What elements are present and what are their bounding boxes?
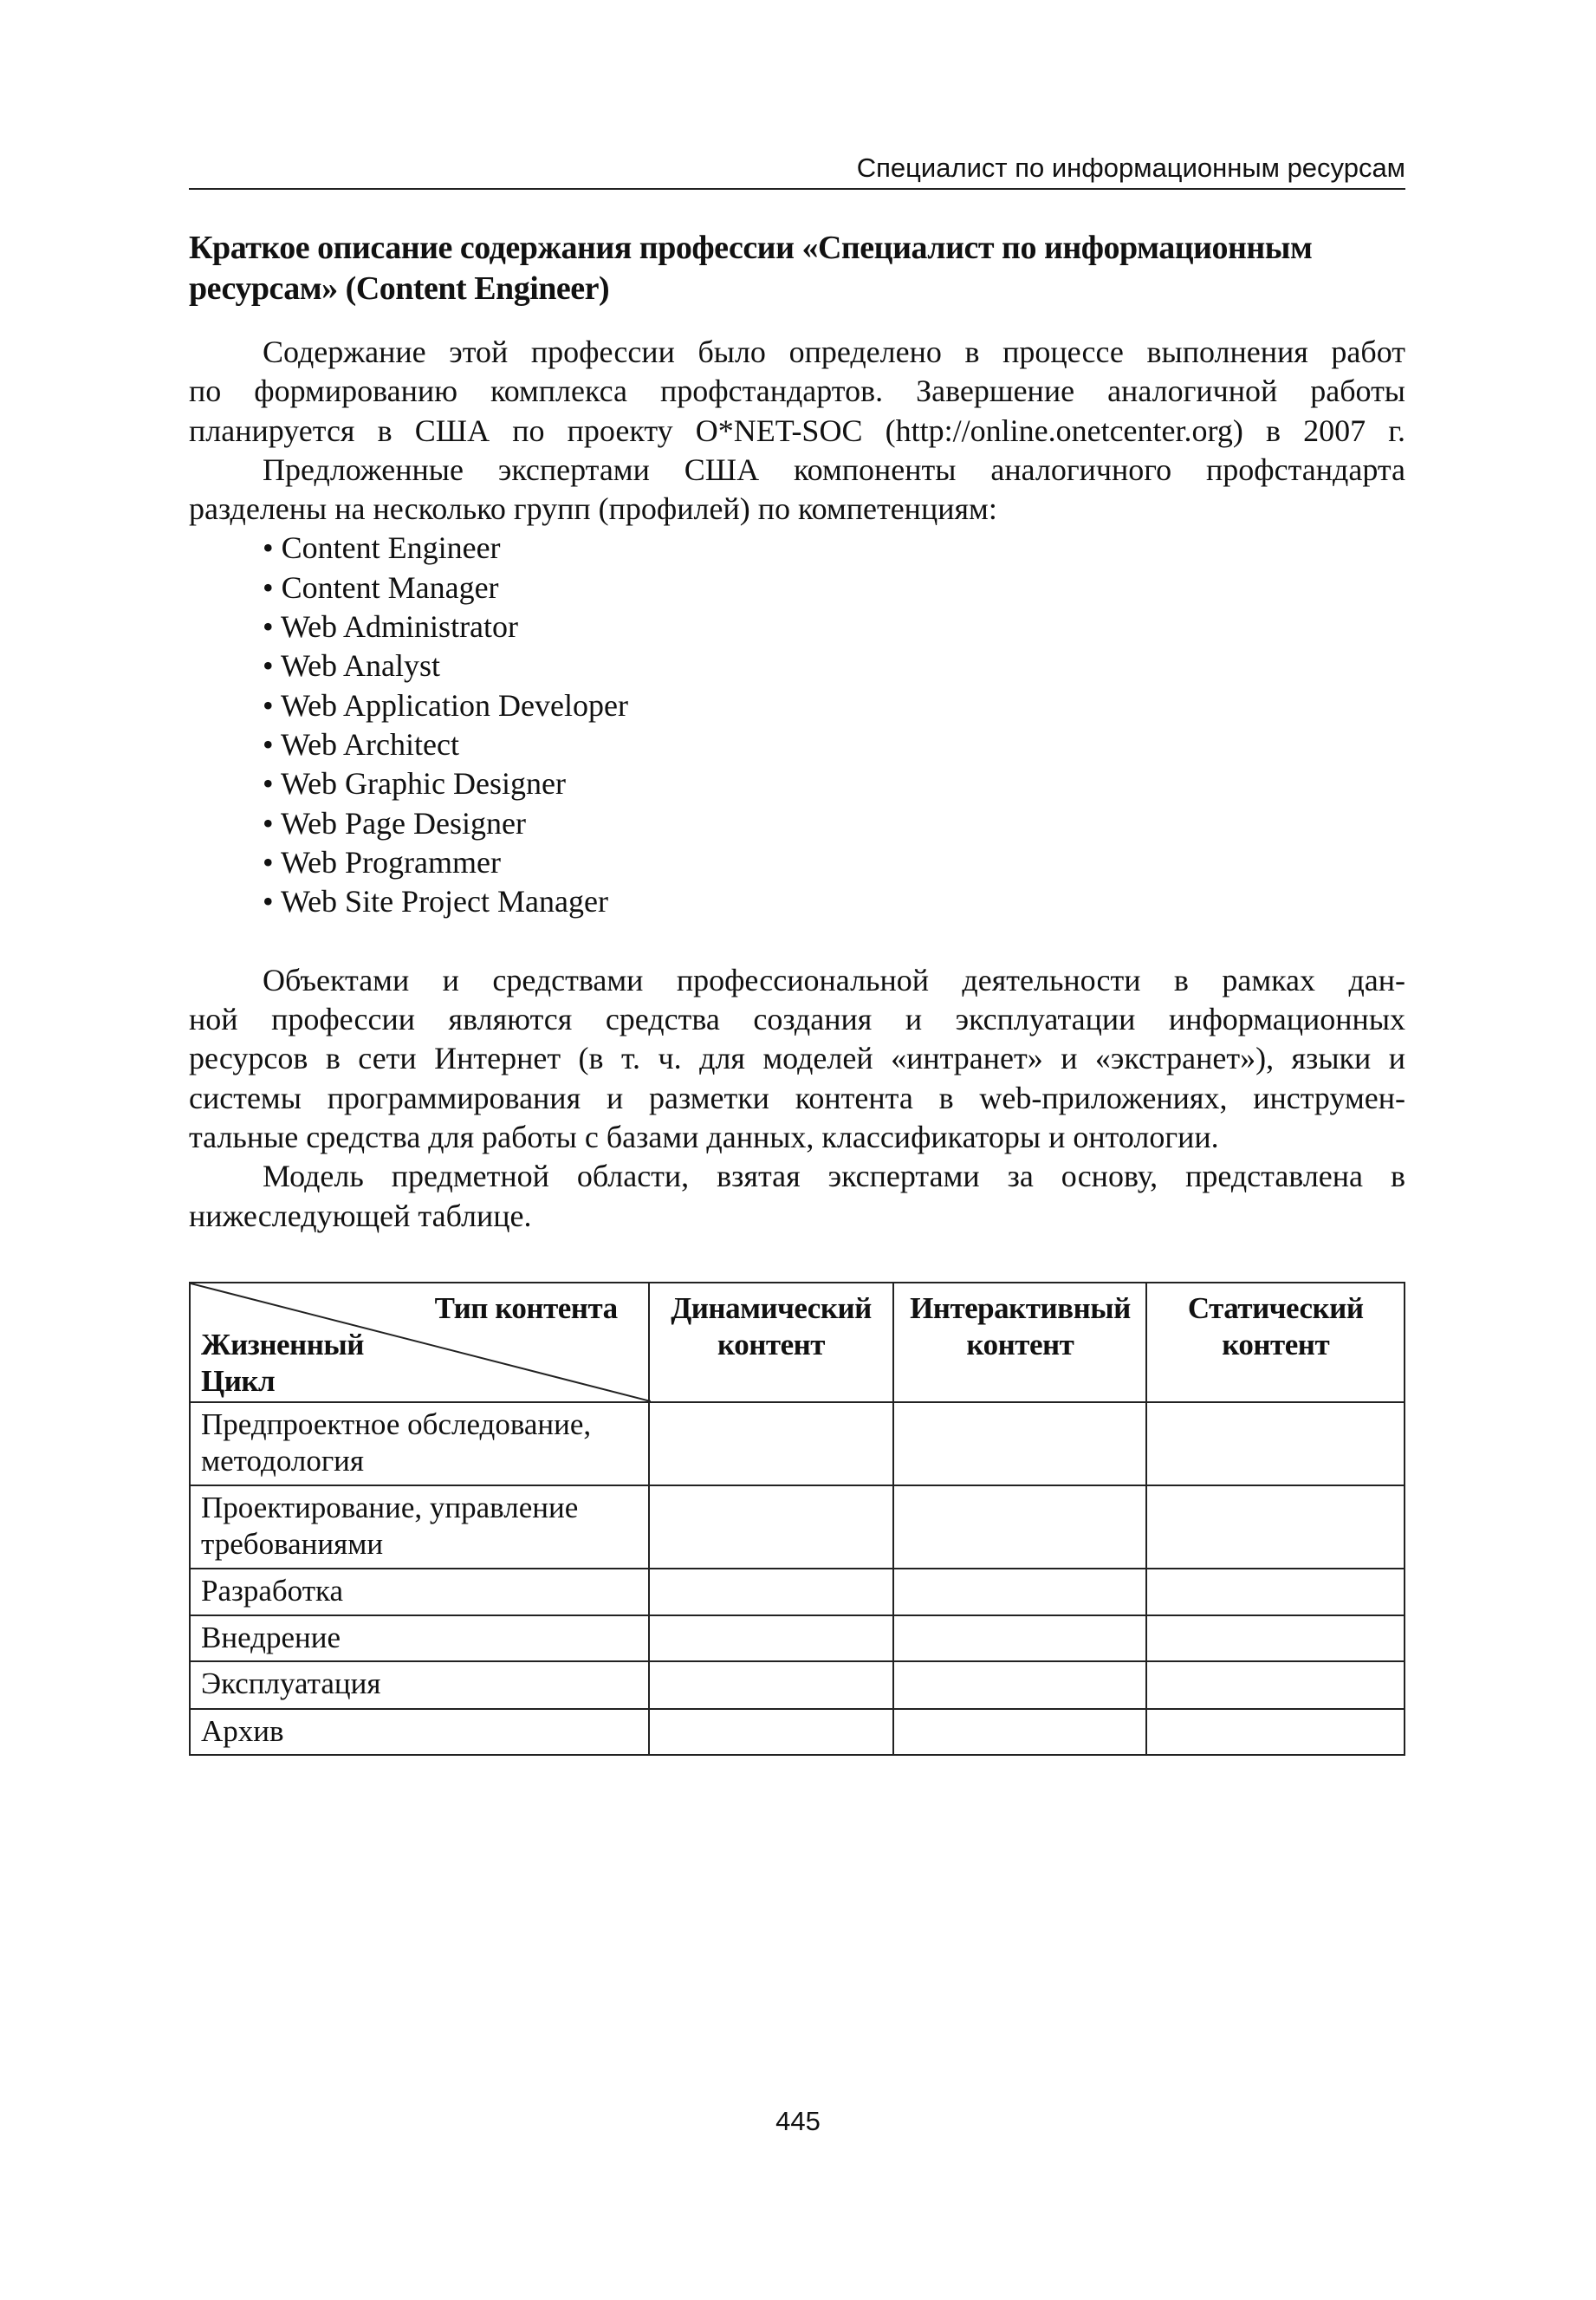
- empty-cell: [1146, 1402, 1405, 1485]
- empty-cell: [1146, 1709, 1405, 1755]
- paragraph-line: Содержание этой профессии было определено в процессе выполнения работ: [263, 335, 1405, 369]
- empty-cell: [1146, 1615, 1405, 1661]
- section-heading: [189, 228, 1405, 309]
- corner-label-line: Жизненный: [201, 1328, 364, 1361]
- empty-cell: [649, 1615, 894, 1661]
- table-row: [190, 1485, 1405, 1569]
- cell-text: Проектирование, управление: [201, 1491, 579, 1524]
- heading-line: ресурсам» (Content Engineer): [189, 270, 610, 307]
- corner-label-line: Цикл: [201, 1364, 276, 1398]
- bullet-icon: •: [263, 530, 274, 566]
- list-item-text: Web Administrator: [280, 609, 519, 645]
- paragraph-line: Объектами и средствами профессиональной деятельности в рамках дан-: [263, 962, 1405, 997]
- paragraph-line: нижеследующей таблице.: [189, 1198, 532, 1233]
- list-item: [189, 646, 1405, 685]
- list-item-text: Content Manager: [281, 569, 499, 605]
- table-row: [190, 1569, 1405, 1615]
- bullet-icon: •: [263, 648, 274, 684]
- list-item-text: Web Page Designer: [280, 805, 526, 841]
- paragraph-line: разделены на несколько групп (профилей) по компетенциям:: [189, 491, 997, 527]
- table-corner-cell: [190, 1283, 649, 1402]
- paragraph-line: системы программирования и разметки контента в web-приложениях, инструмен-: [189, 1080, 1405, 1115]
- list-item-text: Web Programmer: [280, 844, 501, 880]
- list-item-text: Web Analyst: [280, 648, 441, 684]
- list-item: [189, 882, 1405, 921]
- paragraph-line: ресурсов в сети Интернет (в т. ч. для моделей «интранет» и «экстранет»), языки и: [189, 1041, 1405, 1076]
- list-item: [189, 804, 1405, 843]
- cell-text: методология: [201, 1444, 365, 1478]
- cell-text: Разработка: [201, 1574, 344, 1608]
- list-item-text: Web Graphic Designer: [280, 766, 566, 802]
- list-item: [189, 843, 1405, 882]
- bullet-icon: •: [263, 609, 274, 645]
- empty-cell: [893, 1569, 1146, 1615]
- list-item: [189, 607, 1405, 646]
- cell-text: Эксплуатация: [201, 1667, 381, 1700]
- corner-label-content-type: Тип контента: [434, 1291, 618, 1325]
- bullet-icon: •: [263, 884, 274, 919]
- paragraph-line: тальные средства для работы с базами данных, классификаторы и онтологии.: [189, 1119, 1219, 1154]
- paragraph-line: Модель предметной области, взятая экспертами за основу, представлена в: [263, 1159, 1405, 1194]
- list-item-text: Web Site Project Manager: [280, 884, 608, 919]
- bullet-icon: •: [263, 766, 274, 802]
- empty-cell: [649, 1485, 894, 1569]
- list-item: [189, 764, 1405, 803]
- empty-cell: [649, 1569, 894, 1615]
- list-item-text: Web Application Developer: [280, 687, 628, 723]
- empty-cell: [893, 1402, 1146, 1485]
- table-header-row: [190, 1283, 1405, 1402]
- empty-cell: [893, 1709, 1146, 1755]
- lifecycle-stage-cell: [190, 1569, 649, 1615]
- list-item-text: Content Engineer: [281, 530, 501, 566]
- table-row: [190, 1661, 1405, 1709]
- empty-cell: [649, 1402, 894, 1485]
- column-header: Интерактивный контент: [893, 1283, 1146, 1402]
- column-header: Статический контент: [1146, 1283, 1405, 1402]
- domain-model-table: [189, 1282, 1405, 1756]
- bullet-icon: •: [263, 805, 274, 841]
- heading-line: Краткое описание содержания профессии «Специалист по информационным: [189, 230, 1313, 266]
- table-row: [190, 1402, 1405, 1485]
- empty-cell: [893, 1485, 1146, 1569]
- paragraph-line: планируется в США по проекту O*NET-SOC (http://online.onetcenter.org) в 2007 г.: [189, 413, 1405, 448]
- list-item: [189, 725, 1405, 764]
- list-item: [189, 529, 1405, 568]
- table-row: [190, 1615, 1405, 1661]
- lifecycle-stage-cell: [190, 1402, 649, 1485]
- paragraph-line: по формированию комплекса профстандартов. Завершение аналогичной работы: [189, 374, 1405, 409]
- list-item: [189, 686, 1405, 725]
- cell-text: требованиями: [201, 1527, 384, 1561]
- empty-cell: [893, 1615, 1146, 1661]
- table-row: [190, 1709, 1405, 1755]
- running-head: Специалист по информационным ресурсам: [856, 153, 1405, 183]
- empty-cell: [1146, 1661, 1405, 1709]
- bullet-icon: •: [263, 844, 274, 880]
- empty-cell: [649, 1661, 894, 1709]
- cell-text: Архив: [201, 1714, 284, 1748]
- lifecycle-stage-cell: [190, 1709, 649, 1755]
- paragraph-line: ной профессии являются средства создания и эксплуатации информационных: [189, 1002, 1405, 1037]
- lifecycle-stage-cell: [190, 1661, 649, 1709]
- cell-text: Внедрение: [201, 1621, 341, 1654]
- list-item: [189, 569, 1405, 607]
- empty-cell: [893, 1661, 1146, 1709]
- lifecycle-stage-cell: [190, 1485, 649, 1569]
- page-number: 445: [775, 2106, 821, 2136]
- empty-cell: [1146, 1485, 1405, 1569]
- header-rule: [189, 188, 1405, 190]
- paragraph-line: Предложенные экспертами США компоненты аналогичного профстандарта: [263, 452, 1405, 487]
- bullet-icon: •: [263, 569, 274, 605]
- competency-list: [189, 529, 1405, 921]
- bullet-icon: •: [263, 687, 274, 723]
- bullet-icon: •: [263, 726, 274, 762]
- lifecycle-stage-cell: [190, 1615, 649, 1661]
- list-item-text: Web Architect: [280, 726, 459, 762]
- column-header: Динамический контент: [649, 1283, 894, 1402]
- empty-cell: [1146, 1569, 1405, 1615]
- cell-text: Предпроектное обследование,: [201, 1407, 592, 1441]
- empty-cell: [649, 1709, 894, 1755]
- body-text: [189, 333, 1405, 1236]
- corner-label-lifecycle: [201, 1327, 364, 1400]
